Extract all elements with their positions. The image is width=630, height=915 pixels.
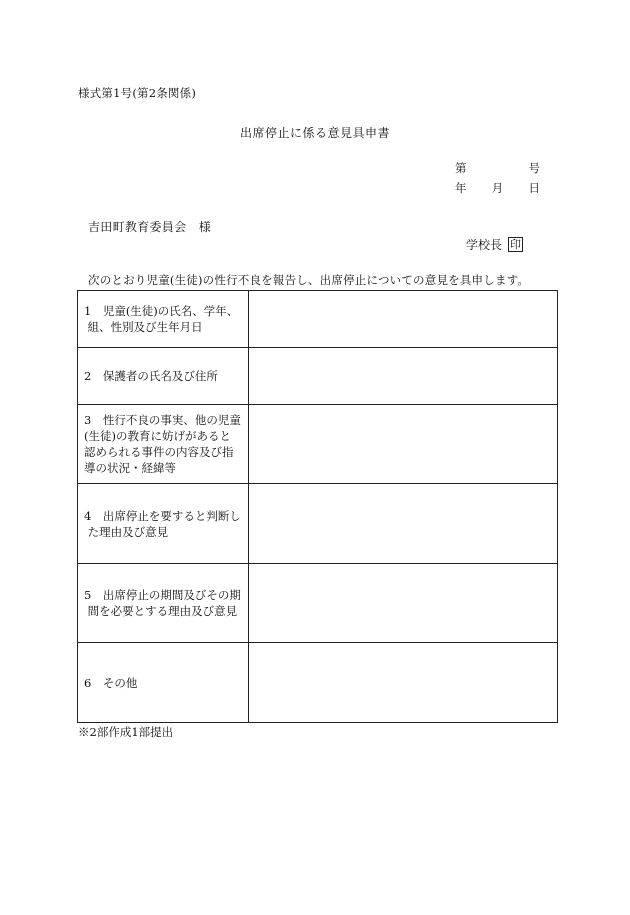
intro-text: 次のとおり児童(生徒)の性行不良を報告し、出席停止についての意見を具申します。 [88,273,530,287]
footnote: ※2部作成1部提出 [78,725,174,739]
table-row [78,348,558,405]
date-year-label: 年 [455,181,467,195]
row-value-field[interactable] [249,643,558,723]
reference-number-suffix: 号 [528,161,540,175]
table-row [78,291,558,348]
reference-number [455,160,540,176]
row-label: 6 その他 [78,643,249,723]
principal-label: 学校長 [466,238,503,252]
row-value-field[interactable] [249,564,558,643]
form-number: 様式第1号(第2条関係) [78,86,197,100]
row-value-field[interactable] [249,484,558,564]
row-label: 2 保護者の氏名及び住所 [78,348,249,405]
reference-number-prefix: 第 [455,161,467,175]
seal-mark: 印 [510,238,522,251]
row-label: 1 児童(生徒)の氏名、学年、 組、性別及び生年月日 [78,291,249,348]
date-line [455,180,540,196]
date-day-label: 日 [528,181,540,195]
principal-signature [466,236,523,253]
addressee: 吉田町教育委員会 様 [88,220,212,234]
row-value-field[interactable] [249,291,558,348]
table-row [78,643,558,723]
table-row [78,564,558,643]
row-label: 3 性行不良の事実、他の児童 (生徒)の教育に妨げがあると 認められる事件の内容及び指 導の状況・経緯等 [78,405,249,484]
row-label: 5 出席停止の期間及びその期 間を必要とする理由及び意見 [78,564,249,643]
date-month-label: 月 [491,181,504,195]
row-label: 4 出席停止を要すると判断し た理由及び意見 [78,484,249,564]
table-row [78,484,558,564]
row-value-field[interactable] [249,405,558,484]
report-table [77,290,558,723]
row-value-field[interactable] [249,348,558,405]
table-row [78,405,558,484]
document-title: 出席停止に係る意見具申書 [239,126,390,140]
